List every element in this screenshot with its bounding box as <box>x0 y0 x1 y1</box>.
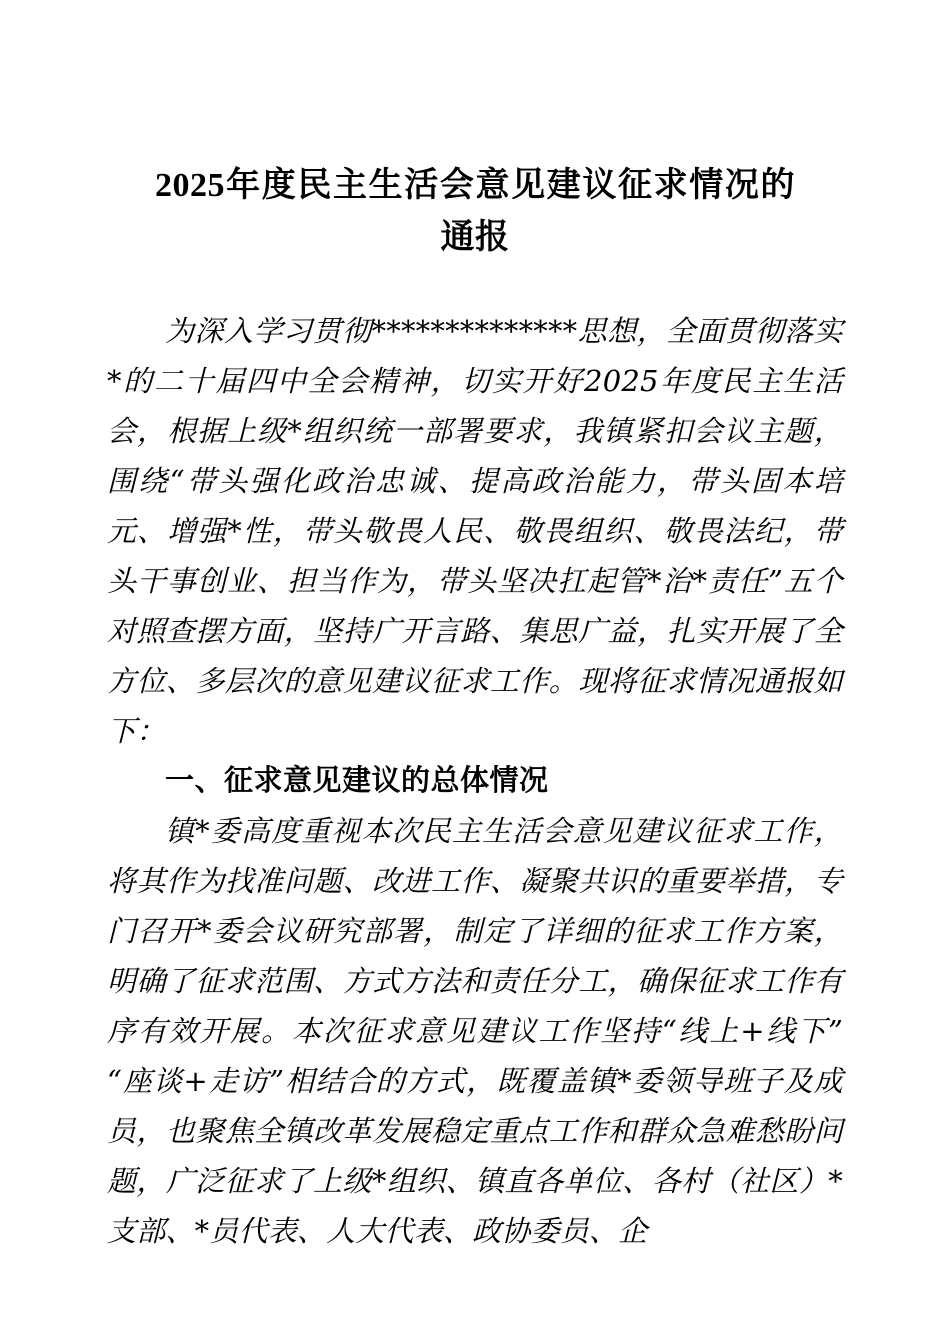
page-title-line-1: 2025年度民主生活会意见建议征求情况的 <box>155 167 795 204</box>
section-heading-1: 一、征求意见建议的总体情况 <box>165 765 549 797</box>
page-title-line-2: 通报 <box>440 219 510 256</box>
document-body <box>107 0 843 1256</box>
section-1-paragraph: 镇*委高度重视本次民主生活会意见建议征求工作，将其作为找准问题、改进工作、凝聚共识的重要举措，专门召开*委会议研究部署，制定了详细的征求工作方案，明确了征求范围、方式方法和责任分工，确保征求工作有序有效开展。本次征求意见建议工作坚持“线上+线下”“座谈+走访”相结合的方式，既覆盖镇*委领导班子及成员，也聚焦全镇改革发展稳定重点工作和群众急难愁盼问题，广泛征求了上级*组织、镇直各单位、各村（社区）*支部、*员代表、人大代表、政协委员、企 <box>107 814 843 1248</box>
page-title <box>107 0 843 264</box>
intro-paragraph: 为深入学习贯彻**************思想，全面贯彻落实*的二十届四中全会精神，切实开好2025年度民主生活会，根据上级*组织统一部署要求，我镇紧扣会议主题，围绕“带头强化政治忠诚、提高政治能力，带头固本培元、增强*性，带头敬畏人民、敬畏组织、敬畏法纪，带头干事创业、担当作为，带头坚决扛起管*治*责任”五个对照查摆方面，坚持广开言路、集思广益，扎实开展了全方位、多层次的意见建议征求工作。现将征求情况通报如下： <box>107 314 843 748</box>
